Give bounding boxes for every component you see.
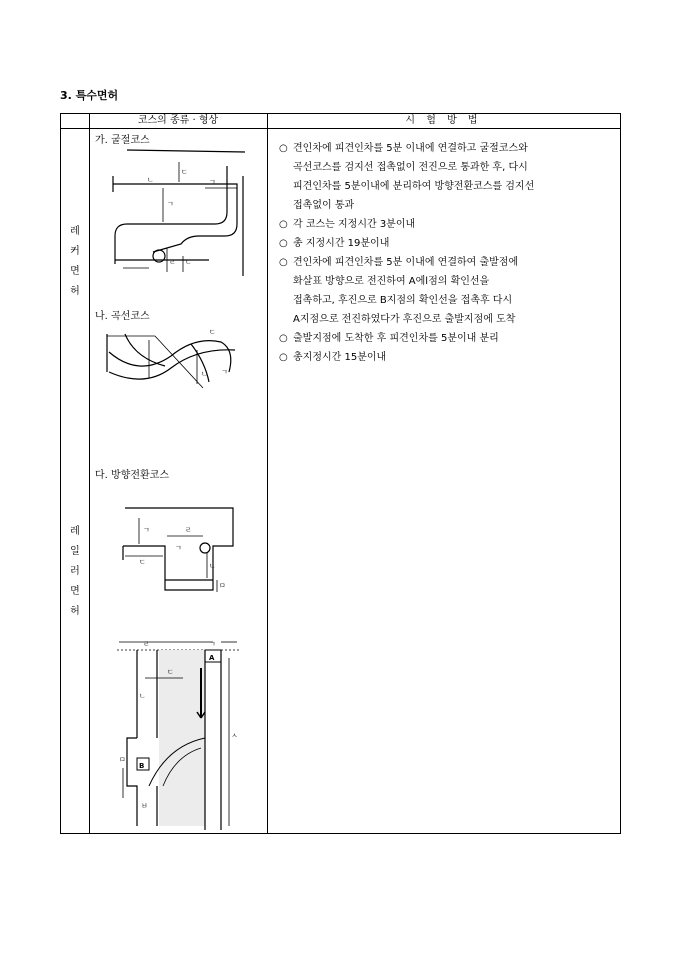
column-divider-2 (267, 114, 268, 833)
d3-label-1: ㄱ (143, 526, 150, 534)
method-line-10: A지점으로 전진하였다가 후진으로 출발지점에 도착 (293, 314, 516, 325)
d1-label-5: ㄹ (169, 258, 176, 266)
d3-label-2: ㄹ (185, 526, 192, 534)
ab-course-diagram (117, 638, 241, 834)
d1-label-1: ㄷ (181, 168, 188, 176)
method-line-2: 곡선코스를 검지선 접촉없이 전진으로 통과한 후, 다시 (293, 162, 528, 173)
course-turn: 다. 방향전환코스 (95, 470, 169, 481)
method-line-1: ○ 견인차에 피견인차를 5분 이내에 연결하고 굴절코스와 (279, 143, 528, 154)
method-line-9: 접촉하고, 후진으로 B지점의 확인선을 접촉후 다시 (293, 295, 513, 306)
d4-label-9: ㅂ (141, 802, 148, 810)
d2-label-3: ㄴ (201, 370, 208, 378)
course-curve: 나. 곡선코스 (95, 311, 150, 322)
method-line-12: ○ 총지정시간 15분이내 (279, 352, 387, 363)
bend-course-diagram (109, 148, 249, 280)
course-bend: 가. 굴절코스 (95, 135, 150, 146)
d1-label-3: ㄱ (209, 178, 216, 186)
group-label-wrecker: 레 커 면 허 (70, 226, 80, 297)
group-label-trailer: 레 일 러 면 허 (70, 526, 80, 617)
method-line-8: 화살표 방향으로 전진하여 A에l점의 확인선을 (293, 276, 490, 287)
d4-label-1: ㄹ (143, 640, 150, 648)
method-line-5: ○ 각 코스는 지정시간 3분이내 (279, 219, 416, 230)
method-line-11: ○ 출발지점에 도착한 후 피견인차를 5분이내 분리 (279, 333, 499, 344)
d1-label-6: ㄷ (185, 258, 192, 266)
header-test-method: 시 험 방 법 (405, 115, 482, 126)
d4-label-6: ㅅ (231, 732, 238, 740)
method-line-4: 접촉없이 통과 (293, 200, 355, 211)
method-line-3: 피견인차를 5분이내에 분리하여 방향전환코스를 검지선 (293, 181, 535, 192)
d3-label-4: ㄱ (175, 544, 182, 552)
method-line-7: ○ 견인차에 피견인차를 5분 이내에 연결하여 출발점에 (279, 257, 519, 268)
method-line-6: ○ 총 지정시간 19분이내 (279, 238, 390, 249)
turn-course-diagram (119, 506, 239, 602)
d3-label-3: ㄷ (139, 558, 146, 566)
d3-label-6: ㅁ (219, 582, 226, 590)
d4-label-2: ㄱ (209, 640, 216, 648)
d4-label-7: ㅁ (119, 756, 126, 764)
d4-label-4: ㄷ (167, 668, 174, 676)
curve-course-diagram (105, 328, 245, 394)
table-header-row (61, 114, 620, 129)
column-divider-1 (89, 114, 90, 833)
d2-label-2: ㄱ (221, 368, 228, 376)
d3-label-5: ㄴ (209, 562, 216, 570)
d4-label-8: B (139, 762, 145, 770)
d1-label-2: ㄴ (147, 176, 154, 184)
d4-label-3: ㄴ (139, 692, 146, 700)
section-title: 3. 특수면허 (60, 89, 119, 102)
header-course-type: 코스의 종류 · 형상 (137, 115, 219, 126)
d1-label-4: ㄱ (167, 200, 174, 208)
d2-label-1: ㄷ (209, 328, 216, 336)
d4-label-5: A (209, 654, 215, 662)
test-table (60, 113, 621, 834)
